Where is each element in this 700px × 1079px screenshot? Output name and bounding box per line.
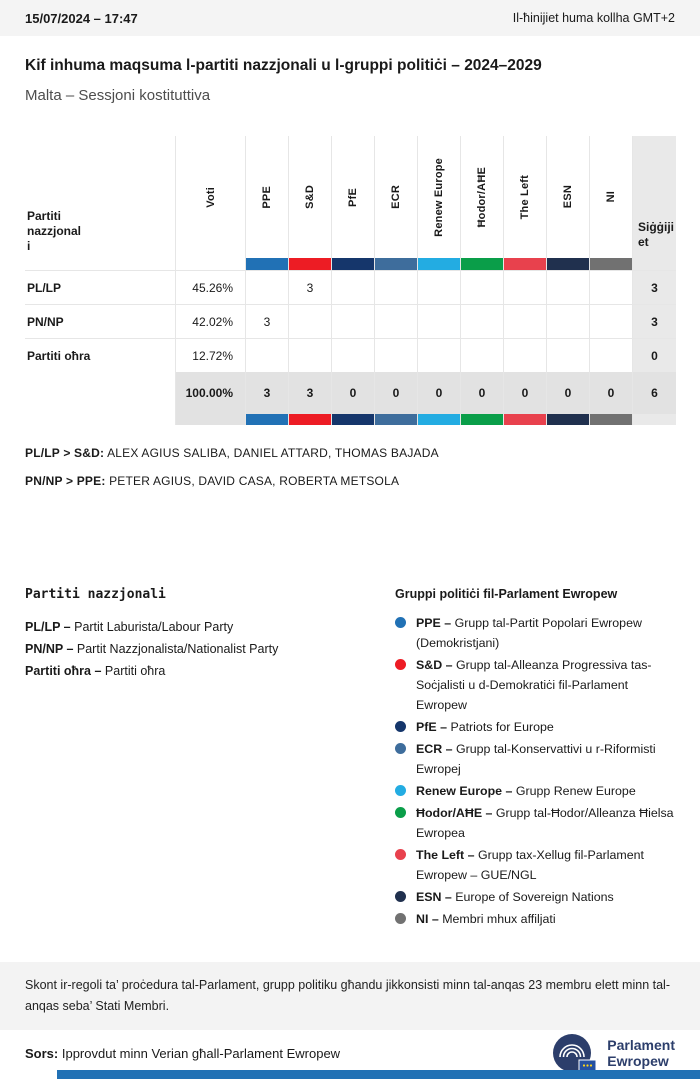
total-group-seats: 0 bbox=[331, 372, 374, 414]
total-seats: 6 bbox=[632, 372, 676, 414]
group-color-bar-bottom bbox=[288, 414, 331, 425]
group-seat-cell bbox=[374, 270, 417, 304]
annotation-label: PN/NP > PPE: bbox=[25, 474, 106, 488]
legend-national-item: PN/NP – Partit Nazzjonalista/Nationalist Party bbox=[25, 642, 279, 656]
group-color-bar bbox=[375, 258, 417, 270]
procedure-footnote: Skont ir-regoli ta’ proċedura tal-Parlament, grupp politiku għandu jikkonsisti minn tal-anqas 23 membru elett minn tal-anqas seba’ Stati Membri. bbox=[0, 962, 700, 1030]
group-seat-cell bbox=[589, 304, 632, 338]
group-color-bar-bottom bbox=[331, 414, 374, 425]
group-color-dot bbox=[395, 785, 406, 796]
total-row-blank bbox=[25, 372, 175, 414]
annotation-label: PL/LP > S&D: bbox=[25, 446, 105, 460]
group-seat-cell bbox=[503, 270, 546, 304]
total-group-seats: 3 bbox=[288, 372, 331, 414]
group-seat-cell bbox=[503, 338, 546, 372]
legend-group-item: ESN – Europe of Sovereign Nations bbox=[395, 887, 675, 907]
legend-national-parties bbox=[25, 587, 395, 931]
column-header-ppe: PPE bbox=[245, 136, 288, 270]
group-color-dot bbox=[395, 743, 406, 754]
group-seat-cell: 3 bbox=[288, 270, 331, 304]
column-header-voti bbox=[175, 136, 245, 270]
source-text: Sors: Ipprovdut minn Verian għall-Parlament Ewropew bbox=[25, 1045, 341, 1061]
group-color-bar-bottom bbox=[546, 414, 589, 425]
group-color-dot bbox=[395, 891, 406, 902]
legend-group-item: Ħodor/AĦE – Grupp tal-Ħodor/Alleanza Ħielsa Ewropea bbox=[395, 803, 675, 843]
group-color-bar bbox=[332, 258, 374, 270]
column-header-renew-europe: Renew Europe bbox=[417, 136, 460, 270]
group-color-dot bbox=[395, 913, 406, 924]
group-seat-cell bbox=[546, 304, 589, 338]
group-seat-cell bbox=[589, 270, 632, 304]
total-group-seats: 0 bbox=[460, 372, 503, 414]
group-seat-cell bbox=[546, 270, 589, 304]
total-group-seats: 3 bbox=[245, 372, 288, 414]
annotation-names: PETER AGIUS, DAVID CASA, ROBERTA METSOLA bbox=[109, 474, 400, 488]
page-title: Kif inhuma maqsuma l-partiti nazzjonali u l-gruppi politiċi – 2024–2029 bbox=[25, 57, 542, 74]
group-seat-cell bbox=[288, 338, 331, 372]
total-group-seats: 0 bbox=[417, 372, 460, 414]
source-row bbox=[0, 1032, 700, 1074]
group-color-bar bbox=[504, 258, 546, 270]
legend-national-item: PL/LP – Partit Laburista/Labour Party bbox=[25, 620, 234, 634]
datetime-label: 15/07/2024 – 17:47 bbox=[25, 10, 138, 26]
group-seat-cell bbox=[331, 270, 374, 304]
group-color-bar-bottom bbox=[417, 414, 460, 425]
legend-section bbox=[25, 587, 675, 931]
source-label: Sors: bbox=[25, 1045, 59, 1061]
legend-groups-header: Gruppi politiċi fil-Parlament Ewropew bbox=[395, 587, 618, 601]
column-header-sd: S&D bbox=[288, 136, 331, 270]
group-seat-cell bbox=[503, 304, 546, 338]
column-header-pfe: PfE bbox=[331, 136, 374, 270]
group-color-bar bbox=[590, 258, 632, 270]
group-seat-cell: 3 bbox=[245, 304, 288, 338]
party-name: Partiti oħra bbox=[25, 338, 175, 372]
elected-members-annotations bbox=[25, 439, 675, 495]
group-seat-cell bbox=[417, 338, 460, 372]
group-color-bar-bottom bbox=[374, 414, 417, 425]
column-header-siggijiet bbox=[632, 136, 676, 270]
column-header-esn: ESN bbox=[546, 136, 589, 270]
group-seat-cell bbox=[589, 338, 632, 372]
group-color-bar-bottom bbox=[503, 414, 546, 425]
legend-group-item: PPE – Grupp tal-Partit Popolari Ewropew (Demokristjani) bbox=[395, 613, 675, 653]
group-color-bar bbox=[289, 258, 331, 270]
column-header-the-left: The Left bbox=[503, 136, 546, 270]
group-seat-cell bbox=[417, 270, 460, 304]
column-header-hodor-ahe: Ħodor/AĦE bbox=[460, 136, 503, 270]
annotation-line bbox=[25, 467, 675, 495]
legend-political-groups bbox=[395, 587, 675, 931]
legend-national-header: Partiti nazzjonali bbox=[25, 587, 166, 602]
group-color-bar-bottom bbox=[460, 414, 503, 425]
european-parliament-logo[interactable] bbox=[553, 1032, 675, 1074]
page-subtitle: Malta – Sessjoni kostituttiva bbox=[25, 87, 211, 104]
group-color-bar bbox=[246, 258, 288, 270]
group-seat-cell bbox=[417, 304, 460, 338]
legend-group-item: The Left – Grupp tax-Xellug fil-Parlament Ewropew – GUE/NGL bbox=[395, 845, 675, 885]
legend-group-item: S&D – Grupp tal-Alleanza Progressiva tas-Soċjalisti u d-Demokratiċi fil-Parlament Ewropew bbox=[395, 655, 675, 715]
group-color-dot bbox=[395, 617, 406, 628]
legend-group-item: PfE – Patriots for Europe bbox=[395, 717, 675, 737]
group-color-dot bbox=[395, 849, 406, 860]
ep-logo-text: Parlament Ewropew bbox=[607, 1037, 675, 1069]
group-seat-cell bbox=[331, 338, 374, 372]
voti-value: 45.26% bbox=[175, 270, 245, 304]
group-color-bar bbox=[461, 258, 503, 270]
total-group-seats: 0 bbox=[546, 372, 589, 414]
group-seat-cell bbox=[460, 270, 503, 304]
column-header-ecr: ECR bbox=[374, 136, 417, 270]
total-group-seats: 0 bbox=[589, 372, 632, 414]
group-color-dot bbox=[395, 659, 406, 670]
top-bar bbox=[0, 0, 700, 36]
legend-group-item: Renew Europe – Grupp Renew Europe bbox=[395, 781, 675, 801]
group-seat-cell bbox=[460, 338, 503, 372]
group-seat-cell bbox=[374, 304, 417, 338]
group-seat-cell bbox=[288, 304, 331, 338]
group-color-bar-bottom bbox=[245, 414, 288, 425]
group-seat-cell bbox=[546, 338, 589, 372]
group-color-bar-bottom bbox=[589, 414, 632, 425]
bottom-blue-bar bbox=[57, 1070, 700, 1079]
voti-column-label: Voti bbox=[204, 186, 217, 208]
results-table bbox=[25, 136, 675, 425]
seats-value: 3 bbox=[632, 304, 676, 338]
total-group-seats: 0 bbox=[503, 372, 546, 414]
group-color-dot bbox=[395, 807, 406, 818]
voti-value: 42.02% bbox=[175, 304, 245, 338]
seats-value: 3 bbox=[632, 270, 676, 304]
group-seat-cell bbox=[245, 270, 288, 304]
party-name: PN/NP bbox=[25, 304, 175, 338]
column-header-partiti-nazzjonali bbox=[25, 136, 175, 270]
group-seat-cell bbox=[460, 304, 503, 338]
timezone-note: Il-ħinijiet huma kollha GMT+2 bbox=[512, 11, 675, 25]
legend-national-item: Partiti oħra – Partiti oħra bbox=[25, 664, 166, 678]
ep-logo-icon bbox=[553, 1032, 599, 1074]
column-header-ni: NI bbox=[589, 136, 632, 270]
legend-group-item: ECR – Grupp tal-Konservattivi u r-Riformisti Ewropej bbox=[395, 739, 675, 779]
total-voti: 100.00% bbox=[175, 372, 245, 414]
group-color-bar bbox=[418, 258, 460, 270]
total-group-seats: 0 bbox=[374, 372, 417, 414]
seats-column-label: Siġġijiet bbox=[638, 220, 674, 249]
legend-group-item: NI – Membri mhux affiljati bbox=[395, 909, 675, 929]
group-seat-cell bbox=[374, 338, 417, 372]
annotation-line bbox=[25, 439, 675, 467]
group-color-dot bbox=[395, 721, 406, 732]
group-seat-cell bbox=[331, 304, 374, 338]
voti-value: 12.72% bbox=[175, 338, 245, 372]
annotation-names: ALEX AGIUS SALIBA, DANIEL ATTARD, THOMAS BAJADA bbox=[107, 446, 439, 460]
group-color-bar bbox=[547, 258, 589, 270]
seats-value: 0 bbox=[632, 338, 676, 372]
party-column-label: Partiti nazzjonali bbox=[27, 209, 82, 253]
group-seat-cell bbox=[245, 338, 288, 372]
party-name: PL/LP bbox=[25, 270, 175, 304]
